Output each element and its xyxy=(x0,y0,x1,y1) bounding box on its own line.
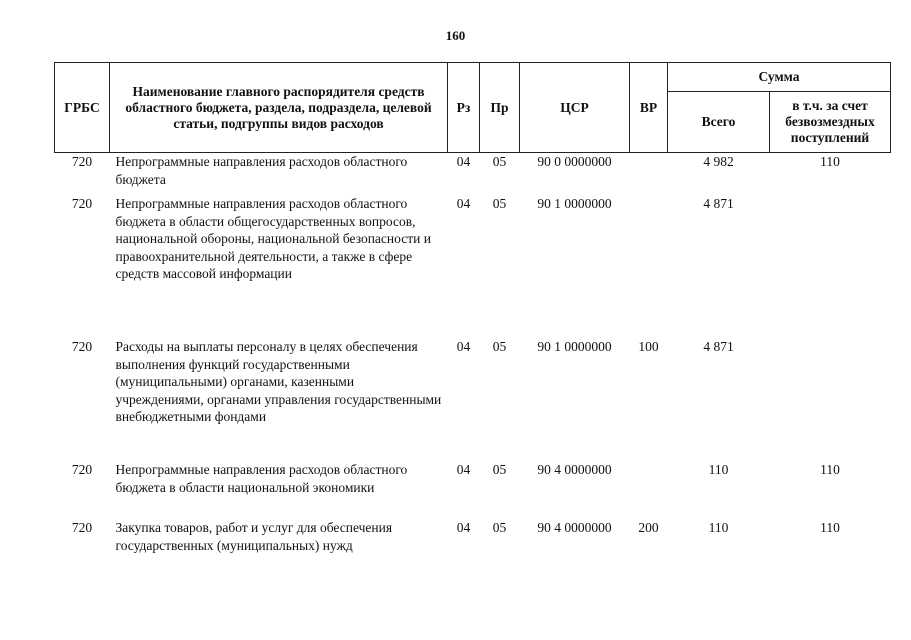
cell-rz: 04 xyxy=(456,520,471,535)
cell-total: 4 982 xyxy=(703,154,734,169)
cell-grbs: 720 xyxy=(71,196,93,211)
cell-pr: 05 xyxy=(492,339,507,354)
cell-pr: 05 xyxy=(492,154,507,169)
header-summa: Сумма xyxy=(668,63,891,92)
header-grbs: ГРБС xyxy=(55,63,110,153)
table-row xyxy=(55,338,891,461)
cell-rz: 04 xyxy=(456,196,471,211)
cell-csr: 90 1 0000000 xyxy=(537,196,612,211)
cell-pr: 05 xyxy=(492,462,507,477)
cell-gratuitous: 110 xyxy=(820,520,840,535)
cell-rz: 04 xyxy=(456,339,471,354)
header-pr: Пр xyxy=(480,63,520,153)
cell-grbs: 720 xyxy=(71,154,93,169)
cell-csr: 90 4 0000000 xyxy=(537,520,612,535)
table-header xyxy=(55,63,891,153)
cell-csr: 90 4 0000000 xyxy=(537,462,612,477)
cell-name: Расходы на выплаты персоналу в целях обеспечения выполнения функций государственными (муниципальными) органами, казенными учреждениями, органами управления государственными внебюджетными фондами xyxy=(115,339,442,424)
cell-name: Непрограммные направления расходов областного бюджета в области общегосударственных вопросов, национальной обороны, национальной безопасности и правоохранительной деятельности, а также в сфере средств массовой информации xyxy=(115,196,431,281)
cell-vr xyxy=(630,461,668,519)
cell-gratuitous xyxy=(770,195,891,338)
header-rz: Рз xyxy=(448,63,480,153)
cell-grbs: 720 xyxy=(71,462,93,477)
cell-total: 110 xyxy=(708,520,729,535)
cell-total: 4 871 xyxy=(703,339,734,354)
cell-grbs: 720 xyxy=(71,520,93,535)
budget-table xyxy=(54,62,891,559)
table-row xyxy=(55,519,891,559)
cell-rz: 04 xyxy=(456,154,471,169)
cell-vr: 200 xyxy=(638,520,659,535)
cell-total: 110 xyxy=(708,462,729,477)
cell-vr xyxy=(630,153,668,196)
cell-pr: 05 xyxy=(492,196,507,211)
cell-gratuitous: 110 xyxy=(820,462,840,477)
cell-name: Закупка товаров, работ и услуг для обеспечения государственных (муниципальных) нужд xyxy=(115,520,393,553)
cell-pr: 05 xyxy=(492,520,507,535)
cell-name: Непрограммные направления расходов областного бюджета xyxy=(115,154,408,187)
header-gratuitous: в т.ч. за счет безвозмездных поступлений xyxy=(770,92,891,153)
cell-vr xyxy=(630,195,668,338)
header-name: Наименование главного распорядителя средств областного бюджета, раздела, подраздела, целевой статьи, подгруппы видов расходов xyxy=(110,63,448,153)
cell-csr: 90 1 0000000 xyxy=(537,339,612,354)
page-number: 160 xyxy=(445,28,466,43)
cell-gratuitous: 110 xyxy=(820,154,840,169)
table-row xyxy=(55,153,891,196)
table-row xyxy=(55,461,891,519)
table-row xyxy=(55,195,891,338)
cell-gratuitous xyxy=(770,338,891,461)
header-vr: ВР xyxy=(630,63,668,153)
cell-vr: 100 xyxy=(638,339,659,354)
header-csr: ЦСР xyxy=(520,63,630,153)
cell-name: Непрограммные направления расходов областного бюджета в области национальной экономики xyxy=(115,462,408,495)
cell-total: 4 871 xyxy=(703,196,734,211)
cell-grbs: 720 xyxy=(71,339,93,354)
cell-rz: 04 xyxy=(456,462,471,477)
cell-csr: 90 0 0000000 xyxy=(537,154,612,169)
header-total: Всего xyxy=(668,92,770,153)
